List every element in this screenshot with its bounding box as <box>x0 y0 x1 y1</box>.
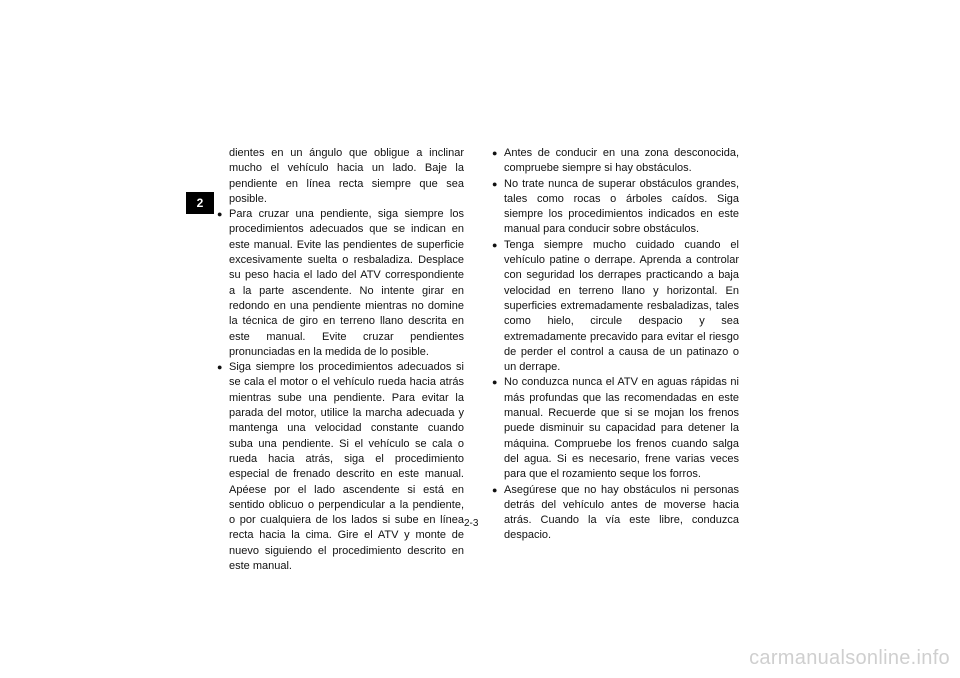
bullet-item: ● Asegúrese que no hay obstáculos ni personas detrás del vehículo antes de moverse hacia atrás. Cuando la vía este libre, conduzca despacio. <box>492 483 739 544</box>
bullet-item: ● No conduzca nunca el ATV en aguas rápidas ni más profundas que las recomendadas en este manual. Recuerde que si se mojan los frenos puede disminuir su capacidad para detener la máquina. Compruebe los frenos cuando salga del agua. Si es necesario, frene varias veces para que el rozamiento seque los forros. <box>492 375 739 482</box>
watermark: carmanualsonline.info <box>749 647 950 669</box>
bullet-item: ● Tenga siempre mucho cuidado cuando el vehículo patine o derrape. Aprenda a controlar con seguridad los derrapes practicando a baja velocidad en terreno llano y horizontal. En superficies extremadamente resbaladizas, tales como hielo, circule despacio y sea extremadamente precavido para evitar el riesgo de perder el control a causa de un patinazo o un derrape. <box>492 238 739 376</box>
bullet-item: ● Antes de conducir en una zona desconocida, compruebe siempre si hay obstáculos. <box>492 146 739 177</box>
bullet-item: ● Siga siempre los procedimientos adecuados si se cala el motor o el vehículo rueda hacia atrás mientras sube una pendiente. Para evitar la parada del motor, utilice la marcha adecuada y mantenga una velocidad constante cuando suba una pendiente. Si el vehículo se cala o rueda hacia atrás, siga el procedimiento especial de frenado descrito en este manual. Apéese por el lado ascendente si está en sentido oblicuo o perpendicular a la pendiente, o por cualquiera de los lados si sube en línea recta hacia la cima. Gire el ATV y monte de nuevo siguiendo el procedimiento descrito en este manual. <box>217 360 464 574</box>
bullet-item: ● No trate nunca de superar obstáculos grandes, tales como rocas o árboles caídos. Siga siempre los procedimientos indicados en este manual para conducir sobre obstáculos. <box>492 177 739 238</box>
right-column <box>492 146 739 544</box>
chapter-tab: 2 <box>186 192 214 214</box>
left-column <box>217 146 464 574</box>
page-number: 2-3 <box>464 518 479 529</box>
paragraph-continuation: dientes en un ángulo que obligue a inclinar mucho el vehículo hacia un lado. Baje la pendiente en línea recta siempre que sea posible. <box>229 147 464 205</box>
bullet-item: ● Para cruzar una pendiente, siga siempre los procedimientos adecuados que se indican en este manual. Evite las pendientes de superficie excesivamente suelta o resbaladiza. Desplace su peso hacia el lado del ATV correspondiente a la parte ascendente. No intente girar en redondo en una pendiente mientras no domine la técnica de giro en terreno llano descrita en este manual. Evite cruzar pendientes pronunciadas en la medida de lo posible. <box>217 207 464 360</box>
